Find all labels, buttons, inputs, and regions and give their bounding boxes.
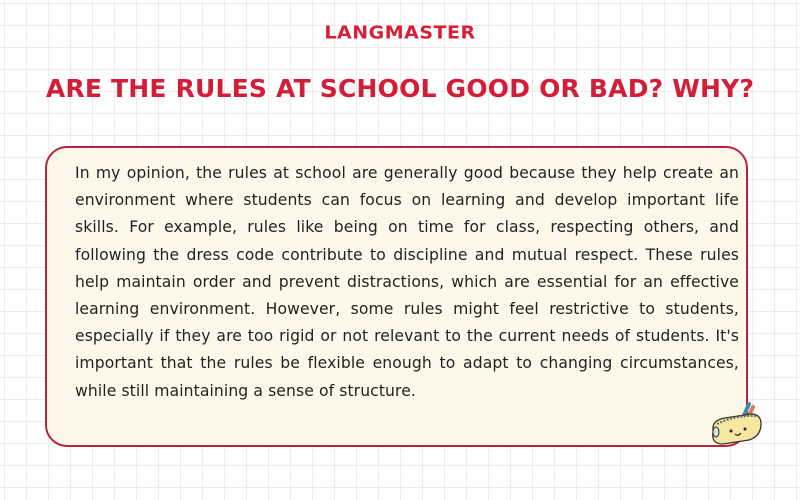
- page-title: ARE THE RULES AT SCHOOL GOOD OR BAD? WHY?: [45, 74, 755, 103]
- brand-logo: LANGMASTER: [324, 22, 476, 44]
- answer-text: In my opinion, the rules at school are generally good because they help create an environment where students can focus on learning and develop important life skills. For example, rules like being on time for class, respecting others, and following the dress code contribute to discipline and mutual respect. These rules help maintain order and prevent distractions, which are essential for an effective learning environment. However, some rules might feel restrictive to students, especially if they are too rigid or not relevant to the current needs of students. It's important that the rules be flexible enough to adapt to changing circumstances, while still maintaining a sense of structure.: [75, 164, 739, 400]
- pencil-case-icon: [705, 400, 765, 450]
- answer-card: [45, 146, 748, 447]
